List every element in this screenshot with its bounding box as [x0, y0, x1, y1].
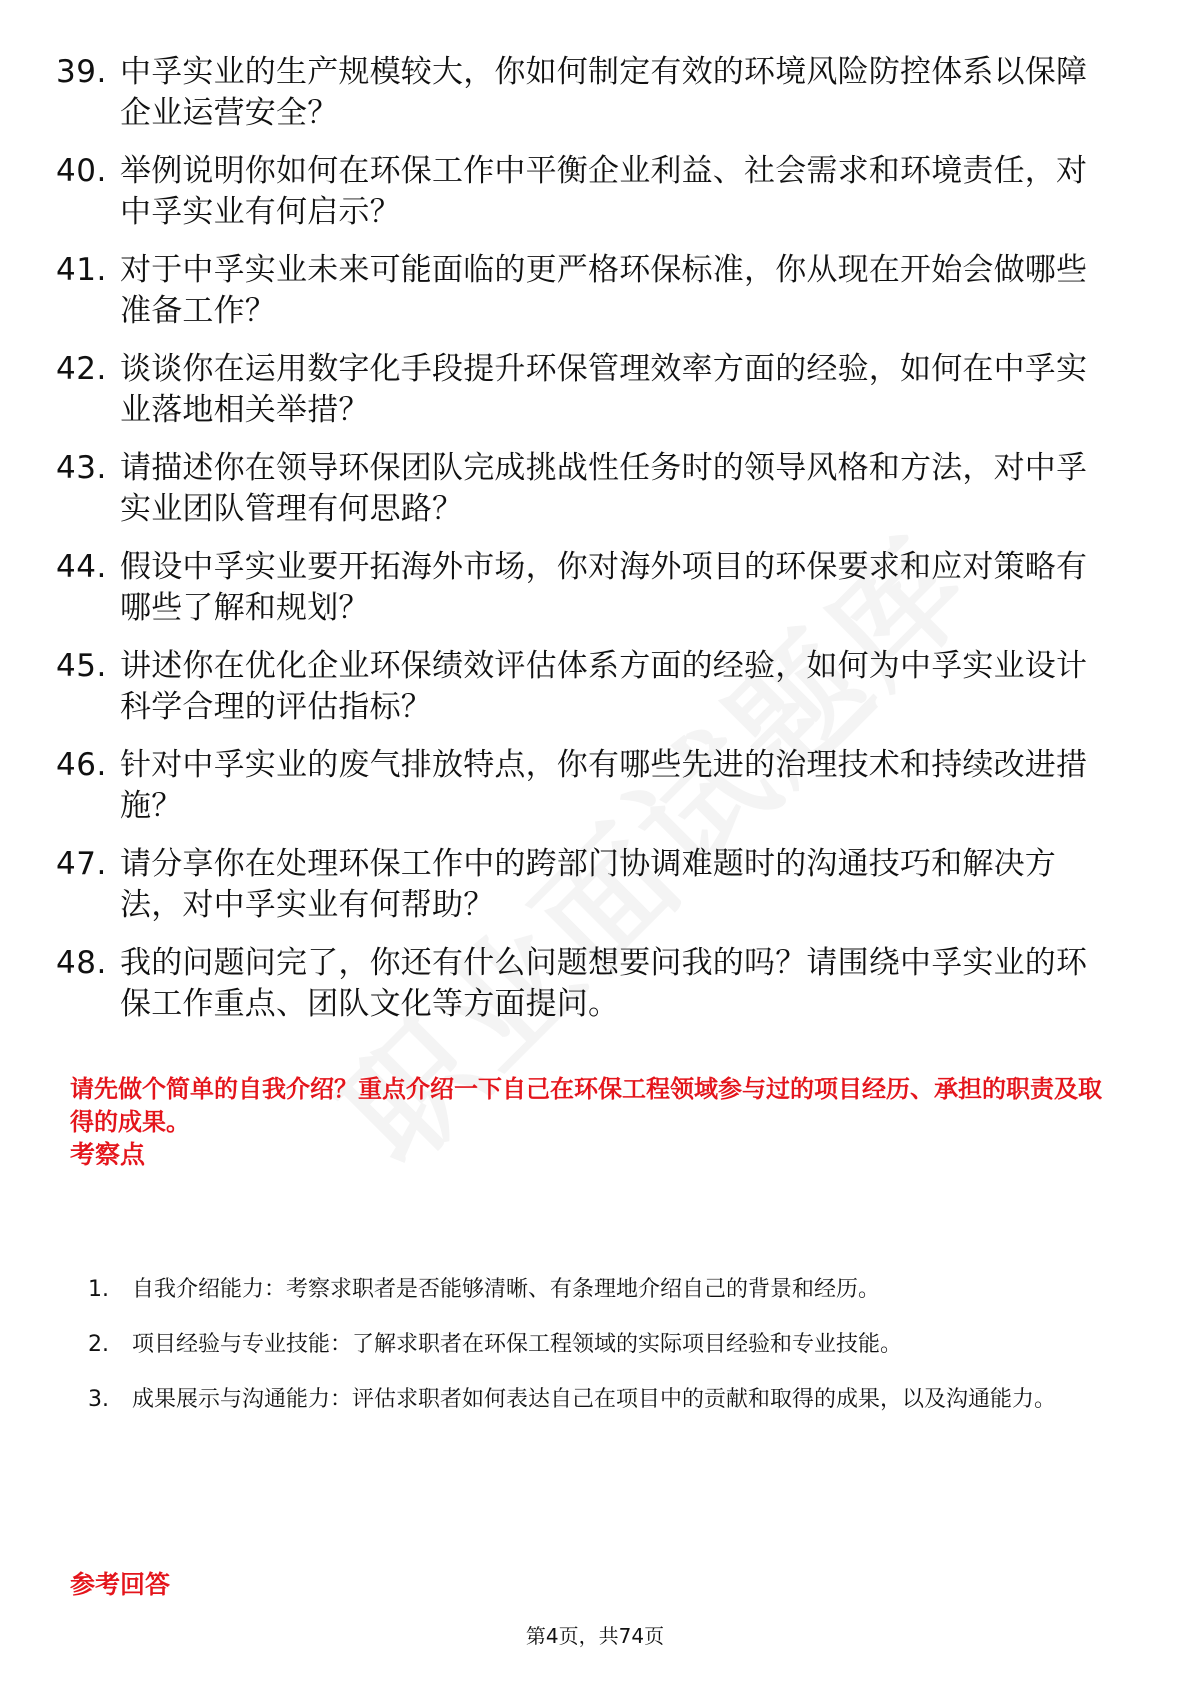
points-list	[84, 1262, 1104, 1427]
question-item	[56, 349, 1116, 431]
point-item	[84, 1262, 1104, 1317]
page-footer: 第4页，共74页	[525, 1624, 665, 1648]
question-list	[56, 52, 1116, 1042]
question-number: 47.	[56, 846, 107, 882]
question-item	[56, 448, 1116, 530]
question-item	[56, 943, 1116, 1025]
question-item	[56, 151, 1116, 233]
question-item	[56, 844, 1116, 926]
question-item	[56, 547, 1116, 629]
question-number: 39.	[56, 54, 107, 90]
question-headline: 请先做个简单的自我介绍？重点介绍一下自己在环保工程领域参与过的项目经历、承担的职责及取得的成果。	[70, 1075, 1102, 1136]
question-text: 请描述你在领导环保团队完成挑战性任务时的领导风格和方法，对中孚实业团队管理有何思路？	[120, 450, 1088, 527]
question-number: 48.	[56, 945, 107, 981]
question-item	[56, 646, 1116, 728]
point-number: 2.	[88, 1332, 109, 1357]
point-item	[84, 1317, 1104, 1372]
question-item	[56, 745, 1116, 827]
question-number: 41.	[56, 252, 107, 288]
question-number: 43.	[56, 450, 107, 486]
question-text: 谈谈你在运用数字化手段提升环保管理效率方面的经验，如何在中孚实业落地相关举措？	[120, 351, 1088, 428]
point-text: 成果展示与沟通能力：评估求职者如何表达自己在项目中的贡献和取得的成果，以及沟通能力。	[132, 1387, 1057, 1412]
question-text: 讲述你在优化企业环保绩效评估体系方面的经验，如何为中孚实业设计科学合理的评估指标？	[120, 648, 1088, 725]
question-text: 针对中孚实业的废气排放特点，你有哪些先进的治理技术和持续改进措施？	[120, 747, 1088, 824]
question-number: 40.	[56, 153, 107, 189]
question-text: 我的问题问完了，你还有什么问题想要问我的吗？请围绕中孚实业的环保工作重点、团队文化等方面提问。	[120, 945, 1088, 1022]
point-item	[84, 1372, 1104, 1427]
question-text: 对于中孚实业未来可能面临的更严格环保标准，你从现在开始会做哪些准备工作？	[120, 252, 1088, 329]
point-number: 3.	[88, 1387, 109, 1412]
question-text: 中孚实业的生产规模较大，你如何制定有效的环境风险防控体系以保障企业运营安全？	[120, 54, 1088, 131]
question-text: 请分享你在处理环保工作中的跨部门协调难题时的沟通技巧和解决方法，对中孚实业有何帮助？	[120, 846, 1056, 923]
question-text: 假设中孚实业要开拓海外市场，你对海外项目的环保要求和应对策略有哪些了解和规划？	[120, 549, 1088, 626]
section-title-answer: 参考回答	[70, 1570, 171, 1599]
question-item	[56, 52, 1116, 134]
question-number: 42.	[56, 351, 107, 387]
point-number: 1.	[88, 1277, 109, 1302]
question-number: 44.	[56, 549, 107, 585]
point-text: 项目经验与专业技能：了解求职者在环保工程领域的实际项目经验和专业技能。	[132, 1332, 903, 1357]
point-text: 自我介绍能力：考察求职者是否能够清晰、有条理地介绍自己的背景和经历。	[132, 1277, 881, 1302]
question-number: 46.	[56, 747, 107, 783]
question-number: 45.	[56, 648, 107, 684]
section-title-points: 考察点	[70, 1140, 146, 1169]
question-item	[56, 250, 1116, 332]
question-text: 举例说明你如何在环保工作中平衡企业利益、社会需求和环境责任，对中孚实业有何启示？	[120, 153, 1088, 230]
